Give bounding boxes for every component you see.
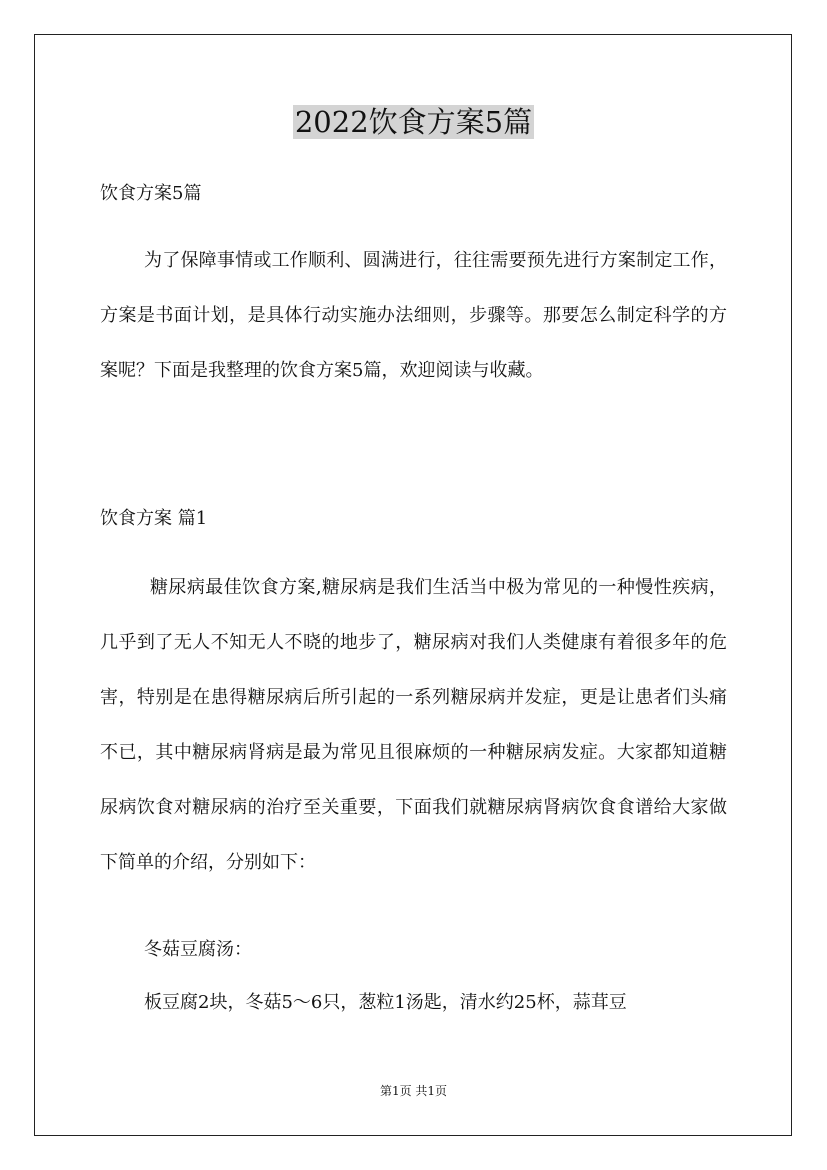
section-heading: 饮食方案 篇1 (100, 508, 208, 529)
section-paragraph: 糖尿病最佳饮食方案,糖尿病是我们生活当中极为常见的一种慢性疾病，几乎到了无人不知无人不晓的地步了，糖尿病对我们人类健康有着很多年的危害，特别是在患得糖尿病后所引起的一系列糖尿病并发症，更是让患者们头痛不已，其中糖尿病肾病是最为常见且很麻烦的一种糖尿病发症。大家都知道糖尿病饮食对糖尿病的治疗至关重要，下面我们就糖尿病肾病饮食食谱给大家做下简单的介绍，分别如下： (100, 577, 727, 873)
recipe-heading: 冬菇豆腐汤： (144, 939, 252, 960)
document-title (0, 102, 827, 142)
document-subtitle: 饮食方案5篇 (100, 183, 202, 204)
intro-paragraph: 为了保障事情或工作顺利、圆满进行，往往需要预先进行方案制定工作，方案是书面计划，是具体行动实施办法细则，步骤等。那要怎么制定科学的方案呢？下面是我整理的饮食方案5篇，欢迎阅读与收藏。 (100, 250, 727, 381)
recipe-text: 板豆腐2块，冬菇5～6只，葱粒1汤匙，清水约25杯，蒜茸豆 (144, 992, 627, 1013)
page-footer: 第1页 共1页 (379, 1084, 448, 1098)
document-title-text: 2022饮食方案5篇 (294, 105, 533, 139)
